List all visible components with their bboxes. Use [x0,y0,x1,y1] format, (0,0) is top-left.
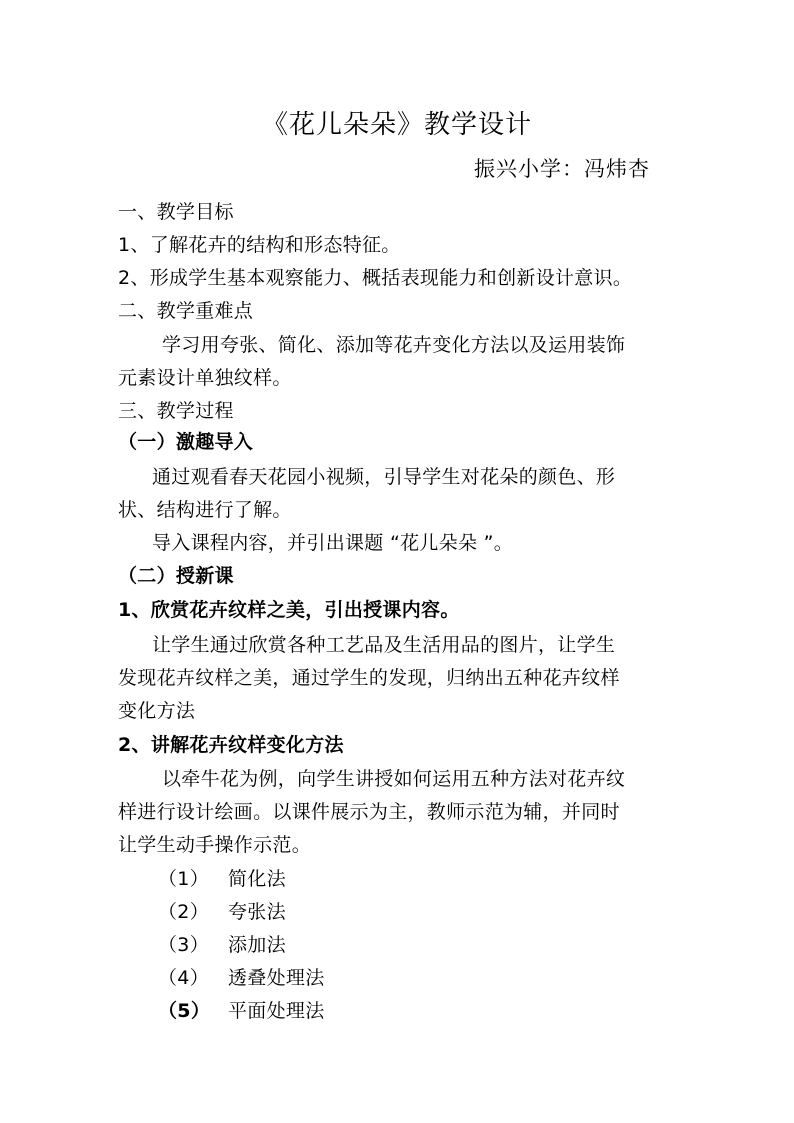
warmup-paragraph-line-1: 通过观看春天花园小视频，引导学生对花朵的颜色、形 [152,466,616,488]
method-name-5: 平面处理法 [228,1000,325,1022]
objective-item-2: 2、形成学生基本观察能力、概括表现能力和创新设计意识。 [118,267,633,289]
author-line: 振兴小学：冯炜杏 [474,157,650,181]
document-title: 《花儿朵朵》教学设计 [261,110,532,140]
point-2-line-2: 样进行设计绘画。以课件展示为主，教师示范为辅，并同时 [118,801,620,823]
key-points-line-2: 元素设计单独纹样。 [118,367,292,389]
method-number-2: （2） [158,901,209,923]
method-name-1: 简化法 [228,868,286,890]
section-heading-key-points: 二、教学重难点 [118,300,254,322]
point-2-line-1: 以牵牛花为例，向学生讲授如何运用五种方法对花卉纹 [162,768,626,790]
point-1-line-3: 变化方法 [118,700,196,722]
objective-item-1: 1、了解花卉的结构和形态特征。 [118,234,401,256]
method-number-5: （5） [158,1000,211,1022]
section-heading-process: 三、教学过程 [118,400,234,422]
warmup-paragraph-2: 导入课程内容，并引出课题 “花儿朵朵 ”。 [152,532,514,554]
method-number-1: （1） [158,868,209,890]
point-2-heading: 2、讲解花卉纹样变化方法 [118,734,344,756]
subheading-warmup: （一）激趣导入 [118,431,254,453]
method-number-4: （4） [158,967,209,989]
subheading-new-lesson: （二）授新课 [118,565,234,587]
point-1-line-2: 发现花卉纹样之美，通过学生的发现，归纳出五种花卉纹样 [118,667,620,689]
warmup-paragraph-line-2: 状、结构进行了解。 [118,499,292,521]
method-name-4: 透叠处理法 [228,967,325,989]
section-heading-objectives: 一、教学目标 [118,201,234,223]
method-name-2: 夸张法 [228,901,286,923]
point-2-line-3: 让学生动手操作示范。 [118,834,312,856]
method-name-3: 添加法 [228,934,286,956]
method-number-3: （3） [158,934,209,956]
point-1-line-1: 让学生通过欣赏各种工艺品及生活用品的图片，让学生 [152,634,616,656]
key-points-line-1: 学习用夸张、简化、添加等花卉变化方法以及运用装饰 [162,334,626,356]
point-1-heading: 1、欣赏花卉纹样之美，引出授课内容。 [118,599,460,621]
